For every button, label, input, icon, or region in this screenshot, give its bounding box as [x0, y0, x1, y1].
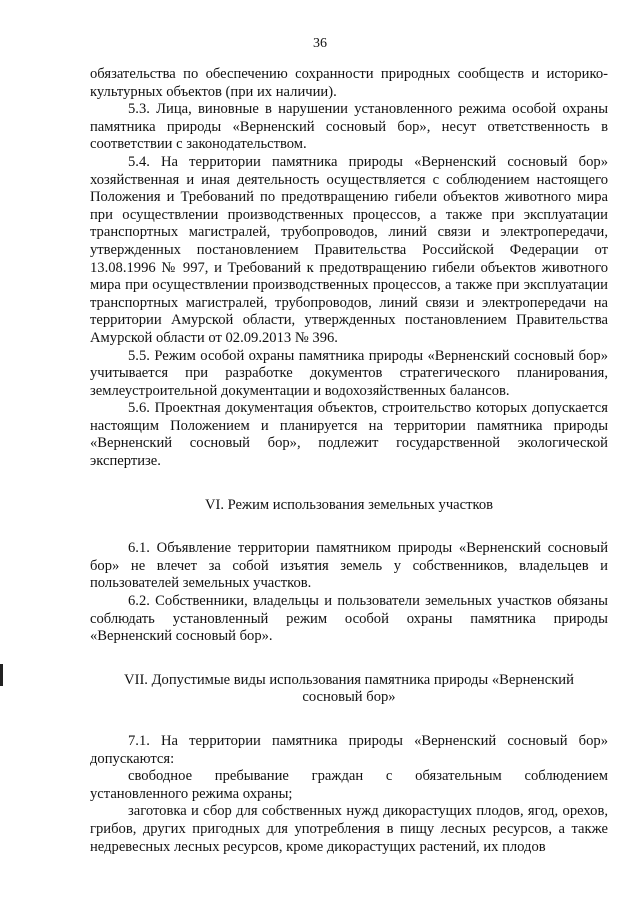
paragraph-7-1-item-b: заготовка и сбор для собственных нужд дикорастущих плодов, ягод, орехов, грибов, других пригодных для употребления в пищу лесных ресурсов, а также недревесных лесных ресурсов, кроме дикорастущих растений, их плодов: [90, 803, 608, 855]
paragraph-5-4: 5.4. На территории памятника природы «Верненский сосновый бор» хозяйственная и иная деятельность осуществляется с соблюдением настоящего Положения и Требований по предотвращению гибели объектов животного мира при осуществлении производственных процессов, а также при эксплуатации транспортных магистралей, трубопроводов, линий связи и электропередачи, утвержденных постановлением Правительства Российской Федерации от 13.08.1996 № 997, и Требований к предотвращению гибели объектов животного мира при осуществлении производственных процессов, а также при эксплуатации транспортных магистралей, трубопроводов, линий связи и электропередачи на территории Амурской области, утвержденных постановлением Правительства Амурской области от 02.09.2013 № 396.: [90, 153, 608, 346]
section-7-heading-line-2: сосновый бор»: [302, 689, 396, 706]
document-body: [90, 66, 608, 856]
paragraph-5-3: 5.3. Лица, виновные в нарушении установленного режима особой охраны памятника природы «Верненский сосновый бор», несут ответственность в соответствии с законодательством.: [90, 101, 608, 153]
paragraph-5-6: 5.6. Проектная документация объектов, строительство которых допускается настоящим Положением и планируется на территории памятника природы «Верненский сосновый бор», подлежит государственной экологической экспертизе.: [90, 400, 608, 470]
paragraph-continuation: обязательства по обеспечению сохранности природных сообществ и историко-культурных объектов (при их наличии).: [90, 66, 608, 100]
paragraph-6-2: 6.2. Собственники, владельцы и пользователи земельных участков обязаны соблюдать установленный режим особой охраны памятника природы «Верненский сосновый бор».: [90, 593, 608, 645]
paragraph-7-1: 7.1. На территории памятника природы «Верненский сосновый бор» допускаются:: [90, 733, 608, 767]
section-6-heading: VI. Режим использования земельных участков: [204, 496, 494, 513]
page-number: 36: [313, 36, 327, 51]
paragraph-5-5: 5.5. Режим особой охраны памятника природы «Верненский сосновый бор» учитывается при разработке документов стратегического планирования, землеустроительной документации и водохозяйственных балансов.: [90, 347, 608, 399]
paragraph-6-1: 6.1. Объявление территории памятником природы «Верненский сосновый бор» не влечет за собой изъятия земель у собственников, владельцев и пользователей земельных участков.: [90, 540, 608, 592]
scan-edge-mark: [0, 664, 3, 686]
paragraph-7-1-item-a: свободное пребывание граждан с обязательным соблюдением установленного режима охраны;: [90, 768, 608, 802]
section-7-heading-line-1: VII. Допустимые виды использования памятника природы «Верненский: [124, 671, 574, 688]
